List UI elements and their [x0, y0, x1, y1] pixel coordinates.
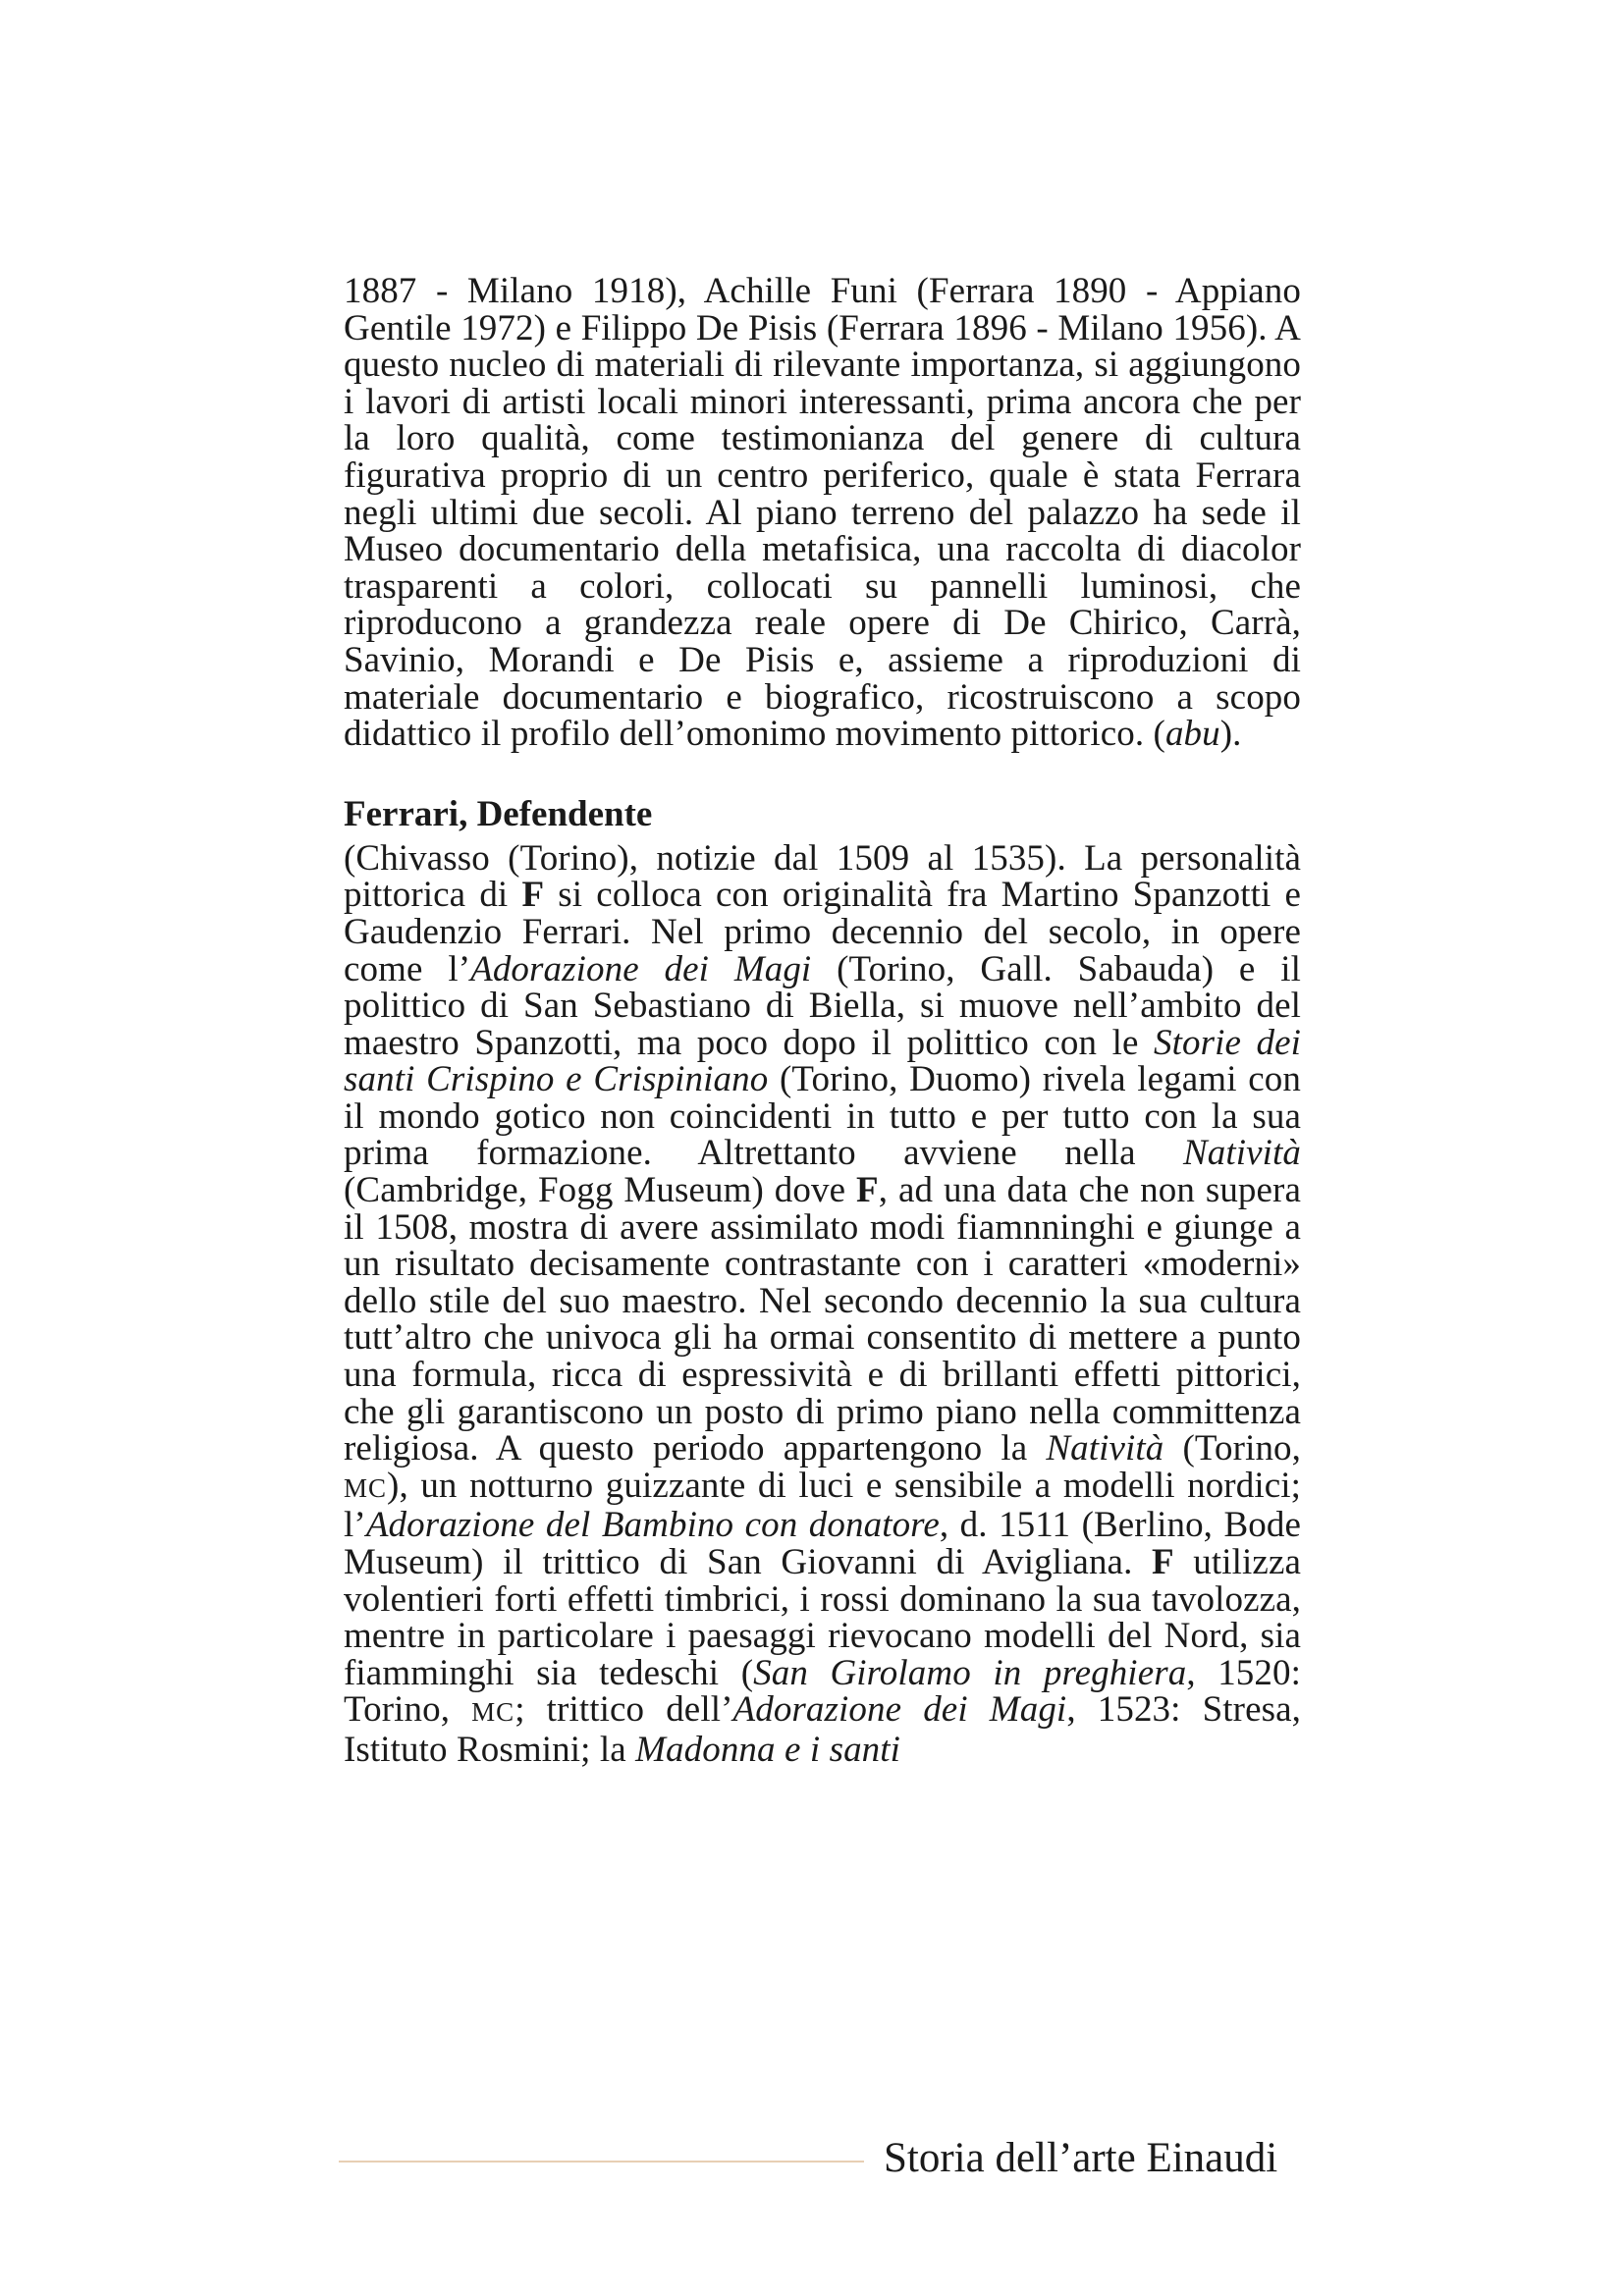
entry-text: , ad una data che non supera il 1508, mostra di avere assimilato modi fiamnninghi e giunge a un risultato decisamente contrastante con i caratteri «moderni» dello stile del suo maestro. Nel secondo decennio la sua cultura tutt’altro che univoca gli ha ormai consentito di mettere a punto una formula, ricca di espressività e di brillanti effetti pittorici, che gli garantiscono un posto di primo piano nella committenza religiosa. A questo periodo appartengono la: [344, 1170, 1302, 1469]
entry-text: utilizza volentieri forti effetti timbrici, i rossi dominano la sua tavolozza, mentre in particolare i paesaggi rievocano modelli del Nord, sia fiamminghi sia tedeschi (: [344, 1542, 1301, 1693]
artwork-title: San Girolamo in preghiera: [753, 1652, 1187, 1693]
footer-rule: [339, 2161, 864, 2163]
entry-text: (Torino, Duomo) rivela legami con il mondo gotico non coincidenti in tutto e per tutto con la sua prima formazione. Altrettanto avviene nella: [344, 1059, 1301, 1174]
continuation-close: ).: [1219, 714, 1242, 755]
entry-abbrev: F: [856, 1170, 879, 1211]
entry-text: (Cambridge, Fogg Museum) dove: [344, 1170, 857, 1211]
entry-text: , d. 1511 (Berlino, Bode Museum) il trittico di San Giovanni di Avigliana.: [344, 1505, 1301, 1582]
museum-abbrev: MC: [344, 1472, 388, 1503]
museum-abbrev: MC: [471, 1697, 515, 1728]
entry-text: , 1523: Stresa, Istituto Rosmini; la: [344, 1689, 1302, 1770]
artwork-title: Storie dei santi Crispino e Crispiniano: [344, 1022, 1301, 1100]
entry-paragraph: [344, 837, 1302, 1770]
artwork-title: Natività: [1182, 1133, 1301, 1174]
entry-title: Ferrari, Defendente: [344, 793, 653, 834]
entry-text: ), un notturno guizzante di luci e sensibile a modelli nordici; l’: [344, 1465, 1301, 1546]
page-body: [344, 273, 1301, 1769]
author-initials: abu: [1164, 714, 1220, 755]
continuation-text: 1887 - Milano 1918), Achille Funi (Ferrara 1890 - Appiano Gentile 1972) e Filippo De Pisis (Ferrara 1896 - Milano 1956). A questo nucleo di materiali di rilevante importanza, si aggiungono i lavori di artisti locali minori interessanti, prima ancora che per la loro qualità, come testimonianza del genere di cultura figurativa proprio di un centro periferico, quale è stata Ferrara negli ultimi due secoli. Al piano terreno del palazzo ha sede il Museo documentario della metafisica, una raccolta di diacolor trasparenti a colori, collocati su pannelli luminosi, che riproducono a grandezza reale opere di De Chirico, Carrà, Savinio, Morandi e De Pisis e, assieme a riproduzioni di materiale documentario e biografico, ricostruiscono a scopo didattico il profilo dell’omonimo movimento pittorico. (: [344, 271, 1301, 755]
artwork-title: Adorazione del Bambino con donatore: [365, 1505, 940, 1546]
entry-text: si colloca con originalità fra Martino Spanzotti e Gaudenzio Ferrari. Nel primo decennio del secolo, in opere come l’: [344, 875, 1301, 989]
entry-text: (Chivasso (Torino), notizie dal 1509 al 1535). La personalità pittorica di: [344, 837, 1301, 916]
artwork-title: Adorazione dei Magi: [732, 1689, 1067, 1731]
footer-title: Storia dell’arte Einaudi: [884, 2135, 1278, 2181]
entry-text: ; trittico dell’: [514, 1689, 733, 1731]
entry-text: , 1520: Torino,: [344, 1652, 1301, 1731]
continuation-paragraph: [344, 273, 1301, 753]
artwork-title: Adorazione dei Magi: [470, 948, 812, 989]
entry-text: (Torino, Gall. Sabauda) e il polittico di San Sebastiano di Biella, si muove nell’ambito del maestro Spanzotti, ma poco dopo il polittico con le: [344, 948, 1301, 1063]
artwork-title: Madonna e i santi: [635, 1729, 901, 1770]
entry-abbrev: F: [521, 875, 545, 916]
entry-text: (Torino,: [1163, 1428, 1301, 1469]
artwork-title: Natività: [1046, 1428, 1164, 1469]
entry-abbrev: F: [1152, 1542, 1174, 1582]
